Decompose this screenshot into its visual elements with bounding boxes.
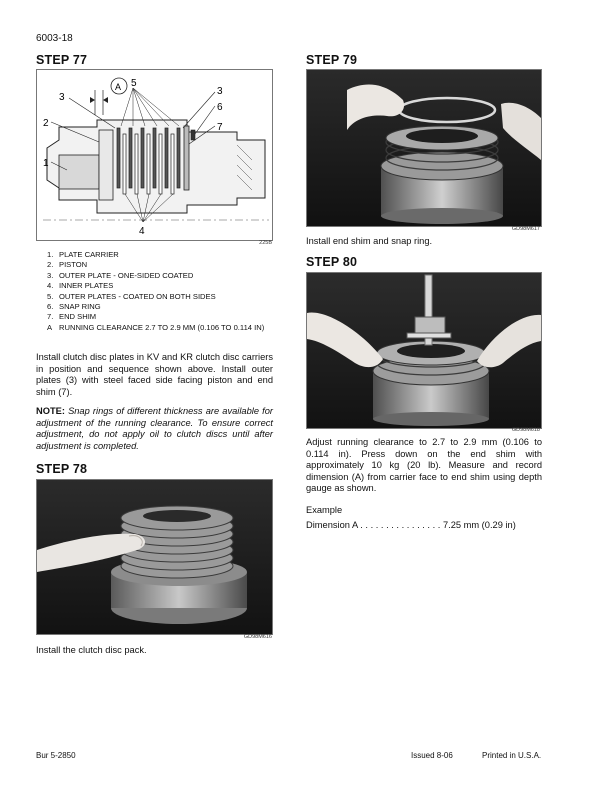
step-79-title: STEP 79: [306, 53, 358, 67]
step-80-title: STEP 80: [306, 255, 358, 269]
step-77-note: [36, 406, 273, 452]
callout-2: 2: [43, 118, 49, 129]
callout-6: 6: [217, 102, 223, 113]
step-78-photo: [36, 479, 273, 635]
callout-1: 1: [43, 158, 49, 169]
dimension-a-label: Dimension A: [306, 520, 358, 530]
callout-3-right: 3: [217, 86, 223, 97]
step-78-caption: Install the clutch disc pack.: [36, 645, 147, 655]
step-77-instruction: Install clutch disc plates in KV and KR clutch disc carriers in position and sequence shown above. Install outer plates (3) with steel faced side facing piston and end shim (7).: [36, 352, 273, 397]
step-77-title: STEP 77: [36, 53, 88, 67]
callout-3-left: 3: [59, 92, 65, 103]
step-79-photo: [306, 69, 542, 227]
footer-doc-number: Bur 5-2850: [36, 751, 76, 760]
callout-7: 7: [217, 122, 223, 133]
step-79-caption: Install end shim and snap ring.: [306, 236, 433, 246]
step-77-figure-ref: 225B: [259, 240, 272, 246]
step-79-figure-ref: GD98M617: [511, 226, 540, 232]
legend-item: A RUNNING CLEARANCE 2.7 TO 2.9 MM (0.106 TO 0.114 IN): [47, 322, 265, 332]
step-80-photo: [306, 272, 542, 429]
step-78-figure-ref: GD98M616: [243, 634, 272, 640]
step-78-title: STEP 78: [36, 462, 88, 476]
step-80-example-label: Example: [306, 505, 343, 515]
step-77-diagram: [36, 69, 273, 241]
depth-gauge-measurement-photo: [307, 273, 541, 428]
footer-issued: Issued 8-06: [411, 751, 453, 760]
legend-item: 7. END SHIM: [47, 312, 97, 322]
step-80-instruction: Adjust running clearance to 2.7 to 2.9 mm (0.106 to 0.114 in). Press down on the end shim with approximately 10 kg (20 lb). Measure and record dimension (A) from carrier face to end shim using depth gauge as shown.: [306, 437, 542, 494]
legend-item: 2. PISTON: [47, 260, 88, 270]
dimension-a-line: [306, 520, 516, 530]
note-label: NOTE:: [36, 406, 65, 416]
page-number: 6003-18: [36, 33, 73, 44]
callout-5: 5: [131, 78, 137, 89]
clutch-disc-pack-photo: [37, 480, 272, 634]
dimension-a-value: 7.25 mm (0.29 in): [442, 520, 516, 530]
callout-A: A: [115, 82, 122, 92]
note-body: Snap rings of different thickness are available for adjustment of the running clearance. To ensure correct adjustment, do not apply oil to clutch discs until after adjustment is completed.: [36, 406, 273, 451]
step-77-legend: [47, 250, 275, 333]
legend-item: 3. OUTER PLATE - ONE-SIDED COATED: [47, 270, 194, 280]
legend-item: 6. SNAP RING: [47, 302, 101, 312]
legend-item: 1. PLATE CARRIER: [47, 250, 119, 259]
step-80-figure-ref: GD98M618: [511, 427, 540, 433]
legend-item: 5. OUTER PLATES - COATED ON BOTH SIDES: [47, 291, 216, 301]
footer-printed: Printed in U.S.A.: [482, 751, 542, 760]
legend-item: 4. INNER PLATES: [47, 281, 114, 291]
end-shim-snap-ring-photo: [307, 70, 541, 226]
dimension-a-leader: . . . . . . . . . . . . . . . .: [357, 520, 443, 530]
callout-4: 4: [139, 226, 145, 237]
clutch-pack-cross-section: [37, 70, 272, 240]
